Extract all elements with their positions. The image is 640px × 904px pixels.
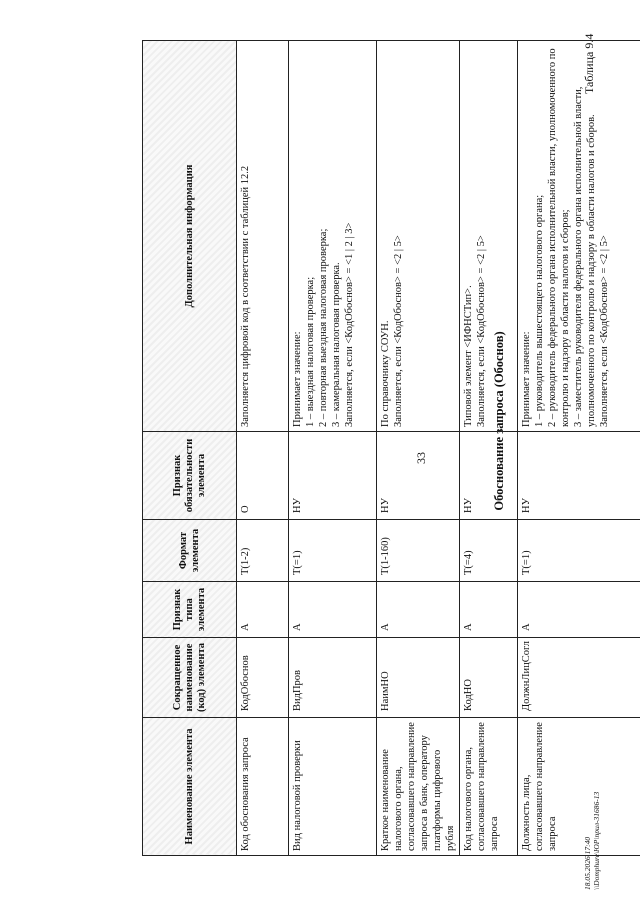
cell-req: НУ xyxy=(460,432,518,520)
table-row xyxy=(289,41,377,856)
header-info: Дополнительная информация xyxy=(143,41,237,432)
cell-req: НУ xyxy=(289,432,377,520)
header-format: Формат элемента xyxy=(143,520,237,582)
header-code: Сокращенное наименование (код) элемента xyxy=(143,638,237,718)
cell-name: Краткое наименование налогового органа, согласовавшего направление запроса в банк, оператору платформы цифрового рубля xyxy=(377,718,460,856)
header-type: Признак типа элемента xyxy=(143,582,237,638)
cell-code: КодНО xyxy=(460,638,518,718)
elements-table xyxy=(142,40,640,856)
table-row xyxy=(237,41,289,856)
cell-code: ВидПров xyxy=(289,638,377,718)
cell-info: Принимает значение: 1 – руководитель вышестоящего налогового органа; 2 – руководитель федерального органа исполнительной власти, уполномоченного по контролю и надзору в области налогов и сборов; 3 – заместитель руководителя федерального органа исполнительной власти, уполномоченного по контролю и надзору в области налогов и сборов. Заполняется, если <КодОбоснов> = <2 | 5> xyxy=(518,41,640,432)
footer-date: 18.05.2026 17:40 xyxy=(583,836,592,890)
cell-req: НУ xyxy=(518,432,640,520)
page-number: 33 xyxy=(414,452,428,464)
header-required: Признак обязательности элемента xyxy=(143,432,237,520)
header-name: Наименование элемента xyxy=(143,718,237,856)
footer-stamp xyxy=(583,792,601,890)
cell-type: А xyxy=(460,582,518,638)
cell-info: Типовой элемент <ИФНСТип>. Заполняется, если <КодОбоснов> = <2 | 5> xyxy=(460,41,518,432)
cell-info: По справочнику СОУН. Заполняется, если <КодОбоснов> = <2 | 5> xyxy=(377,41,460,432)
cell-req: О xyxy=(237,432,289,520)
cell-name: Код обоснования запроса xyxy=(237,718,289,856)
cell-code: ДолжнЛицСогл xyxy=(518,638,640,718)
cell-format: Т(1-2) xyxy=(237,520,289,582)
cell-code: НаимНО xyxy=(377,638,460,718)
table-caption: Обоснование запроса (Обоснов) xyxy=(492,331,506,511)
cell-code: КодОбоснов xyxy=(237,638,289,718)
cell-info: Принимает значение: 1 – выездная налоговая проверка; 2 – повторная выездная налоговая проверка; 3 – камеральная налоговая проверка. Заполняется, если <КодОбоснов> = <1 | 2 | 3> xyxy=(289,41,377,432)
table-row xyxy=(460,41,518,856)
table-label: Таблица 9.4 xyxy=(582,33,596,94)
cell-type: А xyxy=(377,582,460,638)
table-row xyxy=(377,41,460,856)
cell-type: А xyxy=(518,582,640,638)
cell-type: А xyxy=(289,582,377,638)
table-row xyxy=(518,41,640,856)
footer-path: \\Domphure\ЮР\прил-31686-13 xyxy=(592,791,601,890)
cell-info: Заполняется цифровой код в соответствии с таблицей 12.2 xyxy=(237,41,289,432)
cell-format: Т(=1) xyxy=(518,520,640,582)
cell-format: Т(1-160) xyxy=(377,520,460,582)
table-header-row xyxy=(143,41,237,856)
cell-type: А xyxy=(237,582,289,638)
cell-format: Т(=4) xyxy=(460,520,518,582)
cell-name: Вид налоговой проверки xyxy=(289,718,377,856)
cell-req: НУ xyxy=(377,432,460,520)
cell-format: Т(=1) xyxy=(289,520,377,582)
cell-name: Должность лица, согласовавшего направление запроса xyxy=(518,718,640,856)
cell-name: Код налогового органа, согласовавшего направление запроса xyxy=(460,718,518,856)
